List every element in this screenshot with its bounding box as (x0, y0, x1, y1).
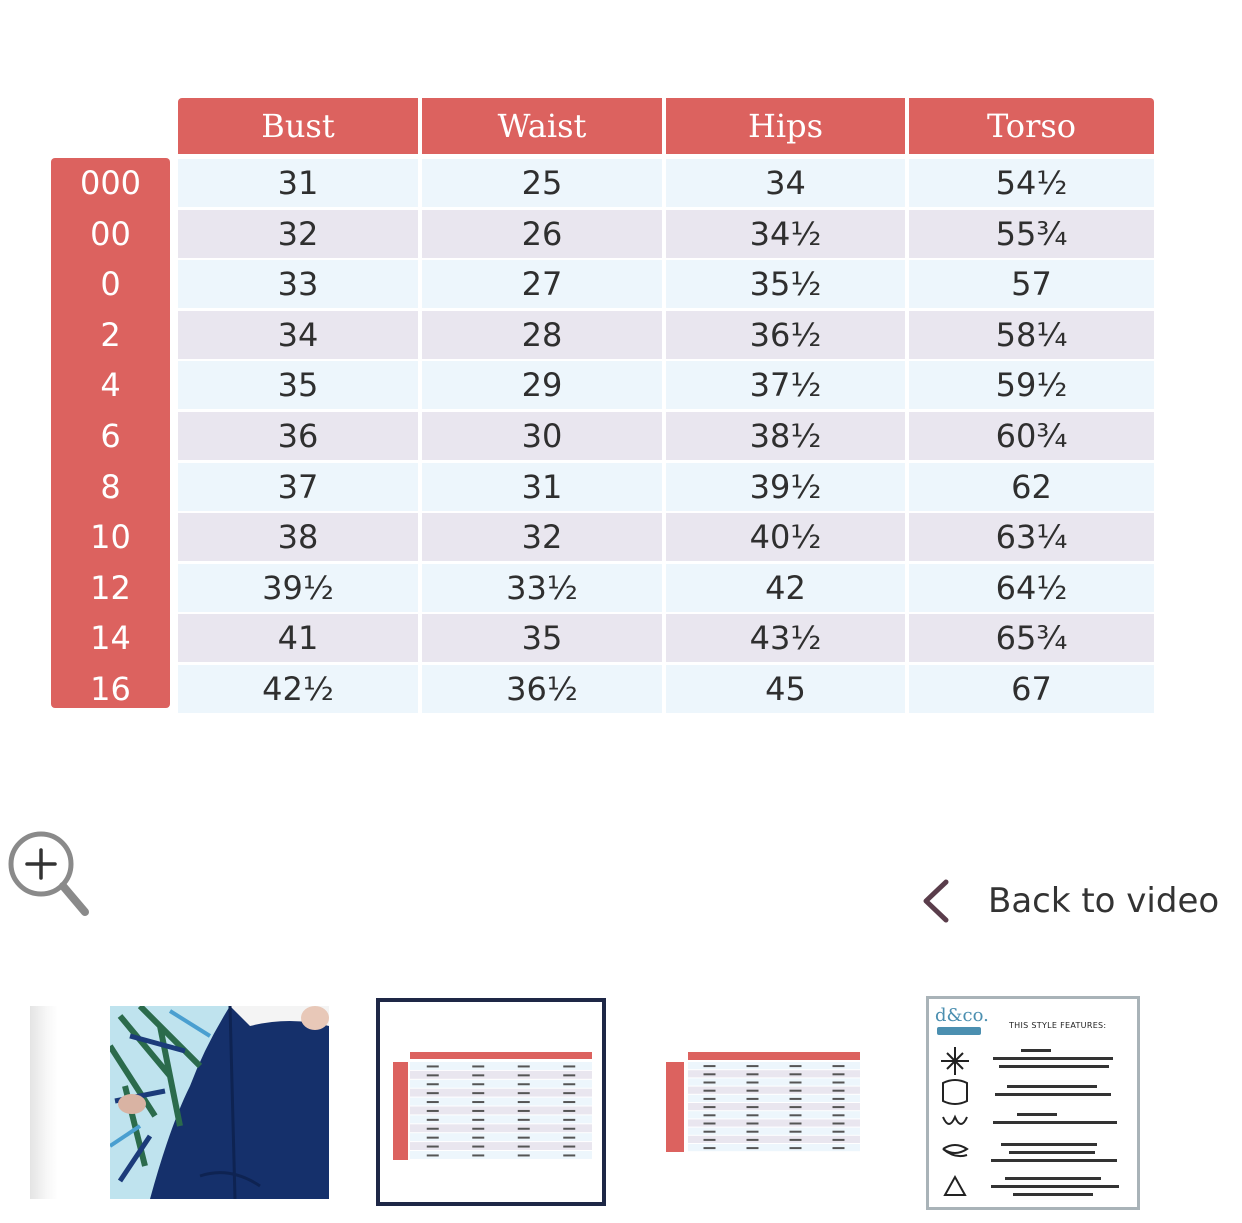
size-chart-cell-hips: 38½ (666, 412, 905, 460)
mini-cell (518, 1128, 530, 1130)
mini-cell (747, 1090, 759, 1092)
mini-cell (518, 1119, 530, 1121)
size-chart-cell-torso: 55¾ (909, 210, 1154, 258)
zoom-in-magnifier-icon (6, 828, 90, 920)
bra-icon (943, 1117, 967, 1124)
mini-cell (427, 1119, 439, 1121)
size-labels-column (51, 158, 170, 708)
mini-cell (518, 1154, 530, 1156)
mini-cell (472, 1154, 484, 1156)
mini-cell (833, 1114, 845, 1116)
features-card-title: THIS STYLE FEATURES: (1009, 1021, 1107, 1030)
size-label: 6 (100, 417, 121, 455)
thumbnail-0[interactable] (30, 1006, 58, 1199)
mini-cell (790, 1098, 802, 1100)
mini-cell (704, 1065, 716, 1067)
size-chart-cell-torso: 59½ (909, 361, 1154, 409)
size-chart-cell-bust: 33 (178, 260, 418, 308)
mini-cell (472, 1074, 484, 1076)
mini-cell (790, 1131, 802, 1133)
mini-cell (790, 1123, 802, 1125)
size-chart-cell-torso: 67 (909, 665, 1154, 713)
size-chart-cell-hips: 39½ (666, 463, 905, 511)
size-chart-cell-waist: 31 (422, 463, 662, 511)
size-label: 2 (100, 315, 121, 354)
mini-cell (747, 1131, 759, 1133)
mini-cell (518, 1083, 530, 1085)
thumbnail-2[interactable] (376, 998, 606, 1206)
mini-cell (747, 1106, 759, 1108)
mini-cell (563, 1065, 575, 1067)
size-chart-cell-waist: 32 (422, 513, 662, 561)
mini-cell (563, 1110, 575, 1112)
back-to-video-button[interactable] (918, 872, 1228, 930)
mini-cell (427, 1092, 439, 1094)
size-chart-cell-waist: 25 (422, 159, 662, 207)
size-chart-thumbnail (652, 1040, 872, 1170)
mini-cell (563, 1154, 575, 1156)
size-chart-cell-bust: 37 (178, 463, 418, 511)
mini-cell (833, 1147, 845, 1149)
mini-cell (563, 1083, 575, 1085)
mini-cell (518, 1146, 530, 1148)
mini-cell (704, 1073, 716, 1075)
mini-cell (790, 1090, 802, 1092)
mini-cell (472, 1110, 484, 1112)
stretch-icon (941, 1047, 969, 1075)
size-chart-cell-hips: 36½ (666, 311, 905, 359)
mini-cell (833, 1065, 845, 1067)
size-chart-cell-waist: 29 (422, 361, 662, 409)
size-chart-cell-bust: 35 (178, 361, 418, 409)
chlorine-icon (945, 1177, 965, 1195)
size-label: 10 (90, 518, 131, 557)
column-header-torso: Torso (909, 98, 1154, 154)
mini-cell (747, 1147, 759, 1149)
size-chart-cell-torso: 64½ (909, 564, 1154, 612)
mini-cell (472, 1137, 484, 1139)
mini-cell (704, 1090, 716, 1092)
mini-cell (472, 1146, 484, 1148)
mini-cell (427, 1101, 439, 1103)
back-to-video-label: Back to video (988, 881, 1220, 921)
size-chart-cell-hips: 35½ (666, 260, 905, 308)
mini-cell (563, 1074, 575, 1076)
mini-cell (563, 1128, 575, 1130)
size-label: 000 (79, 164, 142, 202)
size-chart-cell-waist: 35 (422, 614, 662, 662)
mini-cell (833, 1073, 845, 1075)
mini-cell (518, 1065, 530, 1067)
size-chart-cell-hips: 43½ (666, 614, 905, 662)
size-chart-cell-hips: 42 (666, 564, 905, 612)
mini-cell (518, 1101, 530, 1103)
mini-cell (704, 1131, 716, 1133)
mini-cell (704, 1106, 716, 1108)
mini-cell (833, 1131, 845, 1133)
size-chart-cell-torso: 62 (909, 463, 1154, 511)
mini-cell (747, 1123, 759, 1125)
mini-cell (427, 1154, 439, 1156)
size-label: 12 (90, 568, 131, 607)
mini-cell (747, 1139, 759, 1141)
mini-cell (790, 1082, 802, 1084)
mini-cell (833, 1123, 845, 1125)
mini-cell (790, 1139, 802, 1141)
mini-cell (790, 1147, 802, 1149)
mini-cell (747, 1065, 759, 1067)
mini-cell (704, 1123, 716, 1125)
mini-cell (790, 1065, 802, 1067)
mini-cell (790, 1073, 802, 1075)
size-chart-cell-bust: 34 (178, 311, 418, 359)
size-chart-cell-waist: 30 (422, 412, 662, 460)
size-chart-cell-torso: 54½ (909, 159, 1154, 207)
size-label: 00 (90, 214, 131, 253)
mini-cell (472, 1083, 484, 1085)
mini-cell (833, 1106, 845, 1108)
size-chart-cell-waist: 33½ (422, 564, 662, 612)
size-chart-cell-torso: 58¼ (909, 311, 1154, 359)
size-chart-cell-hips: 37½ (666, 361, 905, 409)
thumbnail-1[interactable] (110, 1006, 329, 1199)
strap-icon (943, 1080, 967, 1104)
size-label: 14 (90, 619, 131, 658)
mini-cell (427, 1110, 439, 1112)
mini-cell (472, 1101, 484, 1103)
size-chart-cell-bust: 39½ (178, 564, 418, 612)
size-chart-cell-hips: 45 (666, 665, 905, 713)
mini-cell (427, 1074, 439, 1076)
mini-cell (563, 1137, 575, 1139)
thumbnail-4[interactable] (926, 996, 1140, 1210)
size-chart-cell-hips: 40½ (666, 513, 905, 561)
mini-cell (563, 1146, 575, 1148)
mini-cell (747, 1073, 759, 1075)
size-chart-cell-torso: 63¼ (909, 513, 1154, 561)
column-header-waist: Waist (422, 98, 662, 154)
mini-cell (704, 1114, 716, 1116)
swimsuit-photo (110, 1006, 329, 1199)
size-label: 16 (90, 670, 131, 708)
mini-cell (833, 1090, 845, 1092)
mini-cell (790, 1106, 802, 1108)
size-chart-cell-bust: 32 (178, 210, 418, 258)
size-chart-cell-waist: 27 (422, 260, 662, 308)
mini-cell (790, 1114, 802, 1116)
mini-cell (518, 1074, 530, 1076)
mini-cell (563, 1119, 575, 1121)
mini-cell (472, 1119, 484, 1121)
mini-cell (472, 1065, 484, 1067)
column-header-hips: Hips (666, 98, 905, 154)
size-chart-cell-hips: 34 (666, 159, 905, 207)
mini-cell (427, 1083, 439, 1085)
mini-cell (563, 1092, 575, 1094)
column-header-bust: Bust (178, 98, 418, 154)
size-chart-thumbnail (380, 1002, 602, 1202)
size-label: 0 (100, 265, 121, 304)
size-chart-cell-bust: 31 (178, 159, 418, 207)
thumbnail-3[interactable] (652, 1040, 872, 1170)
mini-cell (704, 1139, 716, 1141)
mini-cell (833, 1098, 845, 1100)
brand-logo: d&co. (935, 1005, 989, 1026)
chevron-left-icon (918, 872, 958, 930)
size-chart-cell-torso: 57 (909, 260, 1154, 308)
mini-cell (518, 1110, 530, 1112)
mini-cell (704, 1082, 716, 1084)
mini-cell (704, 1098, 716, 1100)
mini-cell (747, 1114, 759, 1116)
size-chart-cell-waist: 26 (422, 210, 662, 258)
size-chart-cell-bust: 36 (178, 412, 418, 460)
mini-cell (833, 1139, 845, 1141)
size-chart-cell-hips: 34½ (666, 210, 905, 258)
mini-cell (747, 1098, 759, 1100)
mini-cell (704, 1147, 716, 1149)
mini-cell (747, 1082, 759, 1084)
size-chart-cell-torso: 65¾ (909, 614, 1154, 662)
style-features-list (929, 999, 1137, 1207)
mini-cell (427, 1128, 439, 1130)
size-label: 8 (100, 467, 121, 506)
size-chart-cell-torso: 60¾ (909, 412, 1154, 460)
waist-icon (943, 1145, 967, 1156)
mini-cell (518, 1137, 530, 1139)
size-chart-cell-waist: 36½ (422, 665, 662, 713)
mini-cell (563, 1101, 575, 1103)
mini-cell (472, 1128, 484, 1130)
size-chart-cell-bust: 41 (178, 614, 418, 662)
mini-cell (833, 1082, 845, 1084)
mini-cell (427, 1065, 439, 1067)
mini-cell (518, 1092, 530, 1094)
mini-cell (427, 1137, 439, 1139)
size-chart-cell-waist: 28 (422, 311, 662, 359)
mini-cell (427, 1146, 439, 1148)
size-label: 4 (100, 366, 121, 405)
size-chart-cell-bust: 38 (178, 513, 418, 561)
size-chart-cell-bust: 42½ (178, 665, 418, 713)
zoom-in-button[interactable] (6, 828, 90, 920)
mini-cell (472, 1092, 484, 1094)
